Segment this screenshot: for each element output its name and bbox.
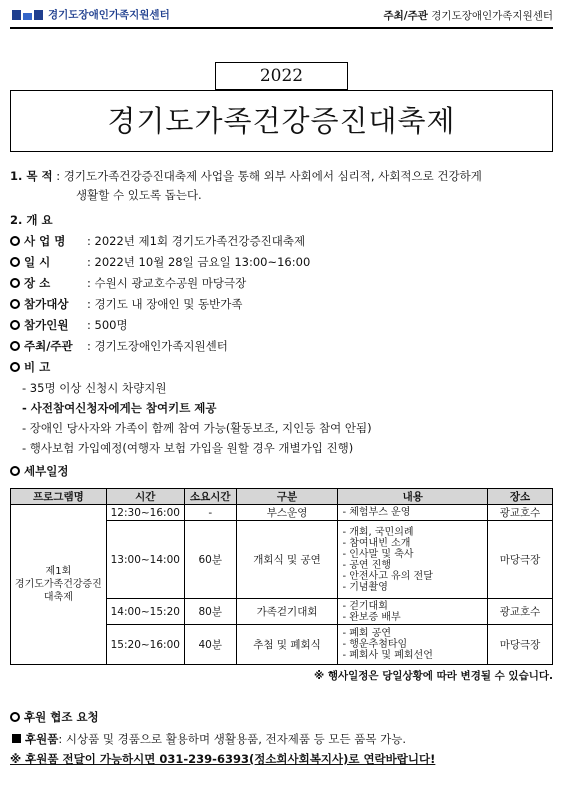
category-cell: 가족걷기대회 bbox=[236, 599, 338, 625]
circle-bullet-icon bbox=[10, 257, 20, 267]
sponsor-line-1 bbox=[12, 731, 406, 747]
overview-item: 일 시 : 2022년 10월 28일 금요일 13:00~16:00 bbox=[10, 254, 310, 270]
column-header: 내용 bbox=[338, 489, 488, 505]
overview-item: 주최/주관 : 경기도장애인가족지원센터 bbox=[10, 338, 228, 354]
sponsor-text: : 시상품 및 경품으로 활용하며 생활용품, 전자제품 등 모든 품목 가능. bbox=[58, 732, 407, 746]
host-info bbox=[384, 8, 553, 23]
purpose-text-1: : 경기도가족건강증진대축제 사업을 통해 외부 사회에서 심리적, 사회적으로 건강하게 bbox=[56, 169, 482, 183]
schedule-note: ※ 행사일정은 당일상황에 따라 변경될 수 있습니다. bbox=[314, 670, 553, 682]
page-title: 경기도가족건강증진대축제 bbox=[10, 90, 553, 152]
remark-item: - 행사보험 가입예정(여행자 보험 가입을 원할 경우 개별가입 진행) bbox=[22, 441, 354, 455]
schedule-heading: 세부일정 bbox=[24, 464, 69, 478]
place-cell: 광교호수 bbox=[488, 505, 553, 521]
schedule-table bbox=[10, 488, 553, 665]
center-logo bbox=[12, 7, 170, 22]
circle-bullet-icon bbox=[10, 712, 20, 722]
remark-item: - 35명 이상 신청시 차량지원 bbox=[22, 381, 167, 395]
circle-bullet-icon bbox=[10, 320, 20, 330]
time-cell: 12:30~16:00 bbox=[106, 505, 184, 521]
duration-cell: 80분 bbox=[184, 599, 236, 625]
time-cell: 14:00~15:20 bbox=[106, 599, 184, 625]
sponsor-heading-row bbox=[10, 709, 99, 725]
circle-bullet-icon bbox=[10, 299, 20, 309]
remark-item: - 장애인 당사자와 가족이 함께 참여 가능(활동보조, 지인등 참여 안됨) bbox=[22, 421, 372, 435]
circle-bullet-icon bbox=[10, 278, 20, 288]
content-cell: - 체험부스 운영 bbox=[338, 505, 488, 521]
overview-heading: 2. 개 요 bbox=[10, 213, 53, 227]
column-header: 구분 bbox=[236, 489, 338, 505]
remark-item: - 사전참여신청자에게는 참여키트 제공 bbox=[22, 401, 217, 415]
program-name-cell: 제1회 경기도가족건강증진 대축제 bbox=[11, 505, 107, 665]
circle-bullet-icon bbox=[10, 236, 20, 246]
place-cell: 마당극장 bbox=[488, 521, 553, 599]
overview-item: 비 고 bbox=[10, 359, 87, 375]
schedule-heading-row bbox=[10, 463, 68, 479]
content-cell: - 폐회 공연 - 행운추첨타임 - 폐회사 및 폐회선언 bbox=[338, 625, 488, 665]
column-header: 시간 bbox=[106, 489, 184, 505]
year-box: 2022 bbox=[215, 62, 348, 90]
host-label: 주최/주관 bbox=[383, 10, 428, 22]
circle-bullet-icon bbox=[10, 341, 20, 351]
column-header: 프로그램명 bbox=[11, 489, 107, 505]
duration-cell: 60분 bbox=[184, 521, 236, 599]
content-cell: - 개회, 국민의례 - 참여내빈 소개 - 인사말 및 축사 - 공연 진행 - 안전사고 유의 전달 - 기념촬영 bbox=[338, 521, 488, 599]
category-cell: 개회식 및 공연 bbox=[236, 521, 338, 599]
table-header-row bbox=[11, 489, 553, 505]
column-header: 장소 bbox=[488, 489, 553, 505]
content-cell: - 걷기대회 - 완보증 배부 bbox=[338, 599, 488, 625]
sponsor-label: 후원품 bbox=[25, 732, 59, 746]
purpose-label: 1. 목 적 bbox=[10, 169, 53, 183]
overview-item: 참가대상 : 경기도 내 장애인 및 동반가족 bbox=[10, 296, 242, 312]
sponsor-contact: ※ 후원품 전달이 가능하시면 031-239-6393(정소희사회복지사)로 연락바랍니다! bbox=[10, 752, 436, 766]
category-cell: 부스운영 bbox=[236, 505, 338, 521]
header-divider bbox=[10, 27, 553, 29]
page-header bbox=[10, 6, 553, 24]
logo-text: 경기도장애인가족지원센터 bbox=[48, 9, 170, 21]
purpose-text-2: 생활할 수 있도록 돕는다. bbox=[76, 188, 202, 202]
time-cell: 13:00~14:00 bbox=[106, 521, 184, 599]
square-bullet-icon bbox=[12, 734, 21, 743]
duration-cell: - bbox=[184, 505, 236, 521]
duration-cell: 40분 bbox=[184, 625, 236, 665]
place-cell: 광교호수 bbox=[488, 599, 553, 625]
circle-bullet-icon bbox=[10, 466, 20, 476]
category-cell: 추첨 및 폐회식 bbox=[236, 625, 338, 665]
column-header: 소요시간 bbox=[184, 489, 236, 505]
logo-icon bbox=[12, 10, 43, 20]
purpose-line-1 bbox=[10, 168, 482, 184]
place-cell: 마당극장 bbox=[488, 625, 553, 665]
table-row bbox=[11, 505, 553, 521]
sponsor-heading: 후원 협조 요청 bbox=[24, 710, 99, 724]
overview-item: 사 업 명 : 2022년 제1회 경기도가족건강증진대축제 bbox=[10, 233, 305, 249]
overview-item: 장 소 : 수원시 광교호수공원 마당극장 bbox=[10, 275, 246, 291]
circle-bullet-icon bbox=[10, 362, 20, 372]
overview-item: 참가인원 : 500명 bbox=[10, 317, 128, 333]
time-cell: 15:20~16:00 bbox=[106, 625, 184, 665]
host-value: 경기도장애인가족지원센터 bbox=[431, 10, 553, 22]
